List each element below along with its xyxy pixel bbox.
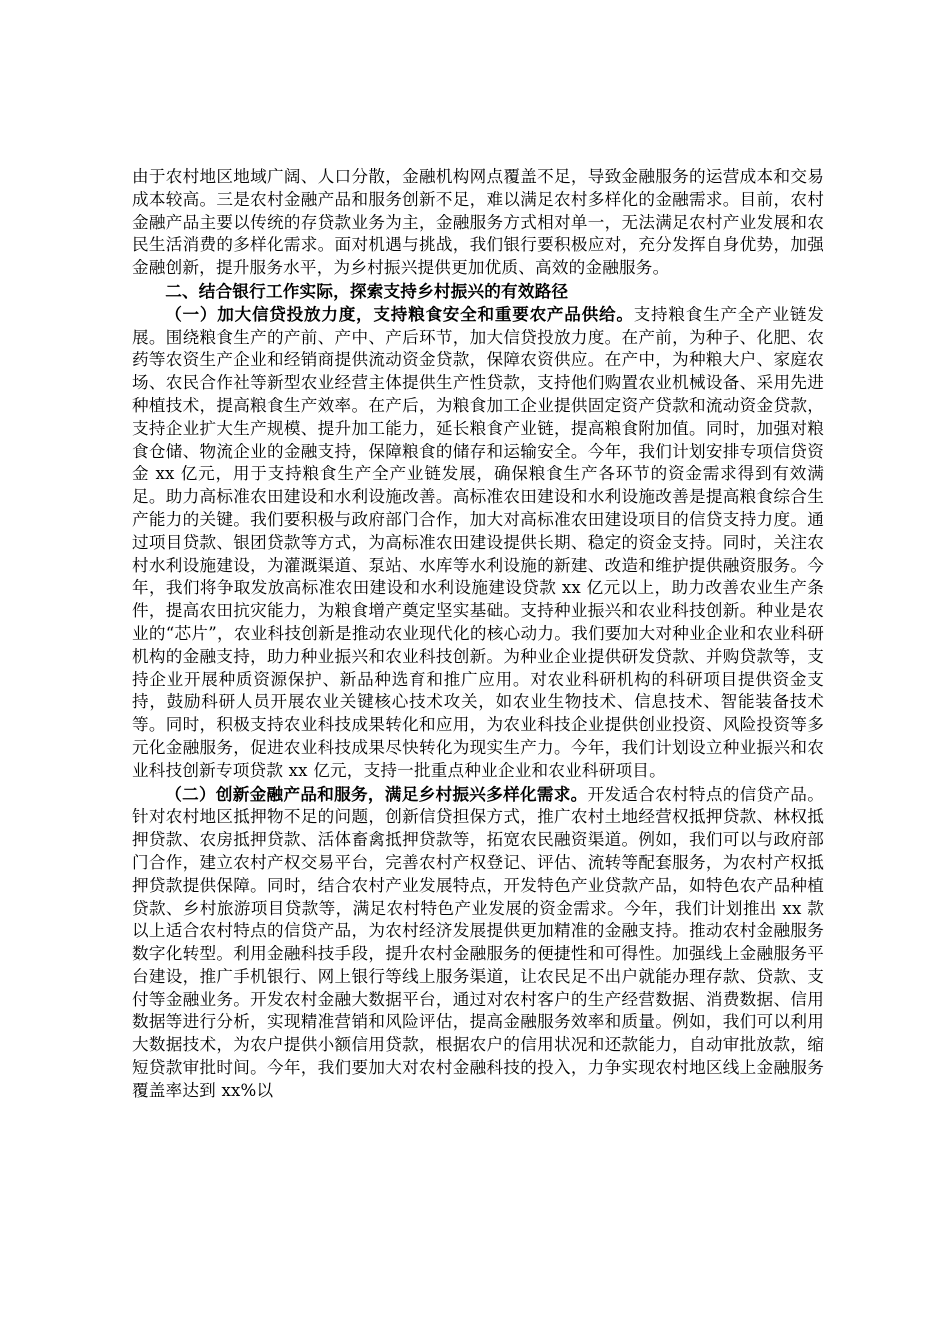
paragraph-credit-support [132, 303, 824, 783]
paragraph-text: 支持粮食生产全产业链发展。围绕粮食生产的产前、产中、产后环节，加大信贷投放力度。在产前，为种子、化肥、农药等农资生产企业和经销商提供流动资金贷款，保障农资供应。在产中，为种粮大户、家庭农场、农民合作社等新型农业经营主体提供生产性贷款，支持他们购置农业机械设备、采用先进种植技术，提高粮食生产效率。在产后，为粮食加工企业提供固定资产贷款和流动资金贷款，支持企业扩大生产规模、提升加工能力，延长粮食产业链，提高粮食附加值。同时，加强对粮食仓储、物流企业的金融支持，保障粮食的储存和运输安全。今年，我们计划安排专项信贷资金 xx 亿元，用于支持粮食生产全产业链发展，确保粮食生产各环节的资金需求得到有效满足。助力高标准农田建设和水利设施改善。高标准农田建设和水利设施改善是提高粮食综合生产能力的关键。我们要积极与政府部门合作，加大对高标准农田建设项目的信贷支持力度。通过项目贷款、银团贷款等方式，为高标准农田建设提供长期、稳定的资金支持。同时，关注农村水利设施建设，为灌溉渠道、泵站、水库等水利设施的新建、改造和维护提供融资服务。今年，我们将争取发放高标准农田建设和水利设施建设贷款 xx 亿元以上，助力改善农业生产条件，提高农田抗灾能力，为粮食增产奠定坚实基础。支持种业振兴和农业科技创新。种业是农业的“芯片”，农业科技创新是推动农业现代化的核心动力。我们要加大对种业企业和农业科研机构的金融支持，助力种业振兴和农业科技创新。为种业企业提供研发贷款、并购贷款等，支持企业开展种质资源保护、新品种选育和推广应用。对农业科研机构的科研项目提供资金支持，鼓励科研人员开展农业关键核心技术攻关，如农业生物技术、信息技术、智能装备技术等。同时，积极支持农业科技成果转化和应用，为农业科技企业提供创业投资、风险投资等多元化金融服务，促进农业科技成果尽快转化为现实生产力。今年，我们计划设立种业振兴和农业科技创新专项贷款 xx 亿元，支持一批重点种业企业和农业科研项目。 [132, 304, 824, 780]
paragraph-product-innovation [132, 783, 824, 1103]
section-heading [132, 280, 824, 303]
section-heading-text: 二、结合银行工作实际，探索支持乡村振兴的有效路径 [165, 280, 569, 301]
subsection-heading-1: （一）加大信贷投放力度，支持粮食安全和重要农产品供给。 [165, 303, 634, 324]
document-body [132, 166, 824, 1103]
subsection-heading-2: （二）创新金融产品和服务，满足乡村振兴多样化需求。 [165, 783, 588, 804]
paragraph-challenges [132, 166, 824, 280]
paragraph-text: 开发适合农村特点的信贷产品。针对农村地区抵押物不足的问题，创新信贷担保方式，推广农村土地经营权抵押贷款、林权抵押贷款、农房抵押贷款、活体畜禽抵押贷款等，拓宽农民融资渠道。例如，我们可以与政府部门合作，建立农村产权交易平台，完善农村产权登记、评估、流转等配套服务，为农村产权抵押贷款提供保障。同时，结合农村产业发展特点，开发特色产业贷款产品，如特色农产品种植贷款、乡村旅游项目贷款等，满足农村特色产业发展的资金需求。今年，我们计划推出 xx 款以上适合农村特点的信贷产品，为农村经济发展提供更加精准的金融支持。推动农村金融服务数字化转型。利用金融科技手段，提升农村金融服务的便捷性和可得性。加强线上金融服务平台建设，推广手机银行、网上银行等线上服务渠道，让农民足不出户就能办理存款、贷款、支付等金融业务。开发农村金融大数据平台，通过对农村客户的生产经营数据、消费数据、信用数据等进行分析，实现精准营销和风险评估，提高金融服务效率和质量。例如，我们可以利用大数据技术，为农户提供小额信用贷款，根据农户的信用状况和还款能力，自动审批放款，缩短贷款审批时间。今年，我们要加大对农村金融科技的投入，力争实现农村地区线上金融服务覆盖率达到 xx%以 [132, 784, 824, 1100]
paragraph-text: 由于农村地区地域广阔、人口分散，金融机构网点覆盖不足，导致金融服务的运营成本和交易成本较高。三是农村金融产品和服务创新不足，难以满足农村多样化的金融需求。目前，农村金融产品主要以传统的存贷款业务为主，金融服务方式相对单一，无法满足农村产业发展和农民生活消费的多样化需求。面对机遇与挑战，我们银行要积极应对，充分发挥自身优势，加强金融创新，提升服务水平，为乡村振兴提供更加优质、高效的金融服务。 [132, 167, 824, 278]
